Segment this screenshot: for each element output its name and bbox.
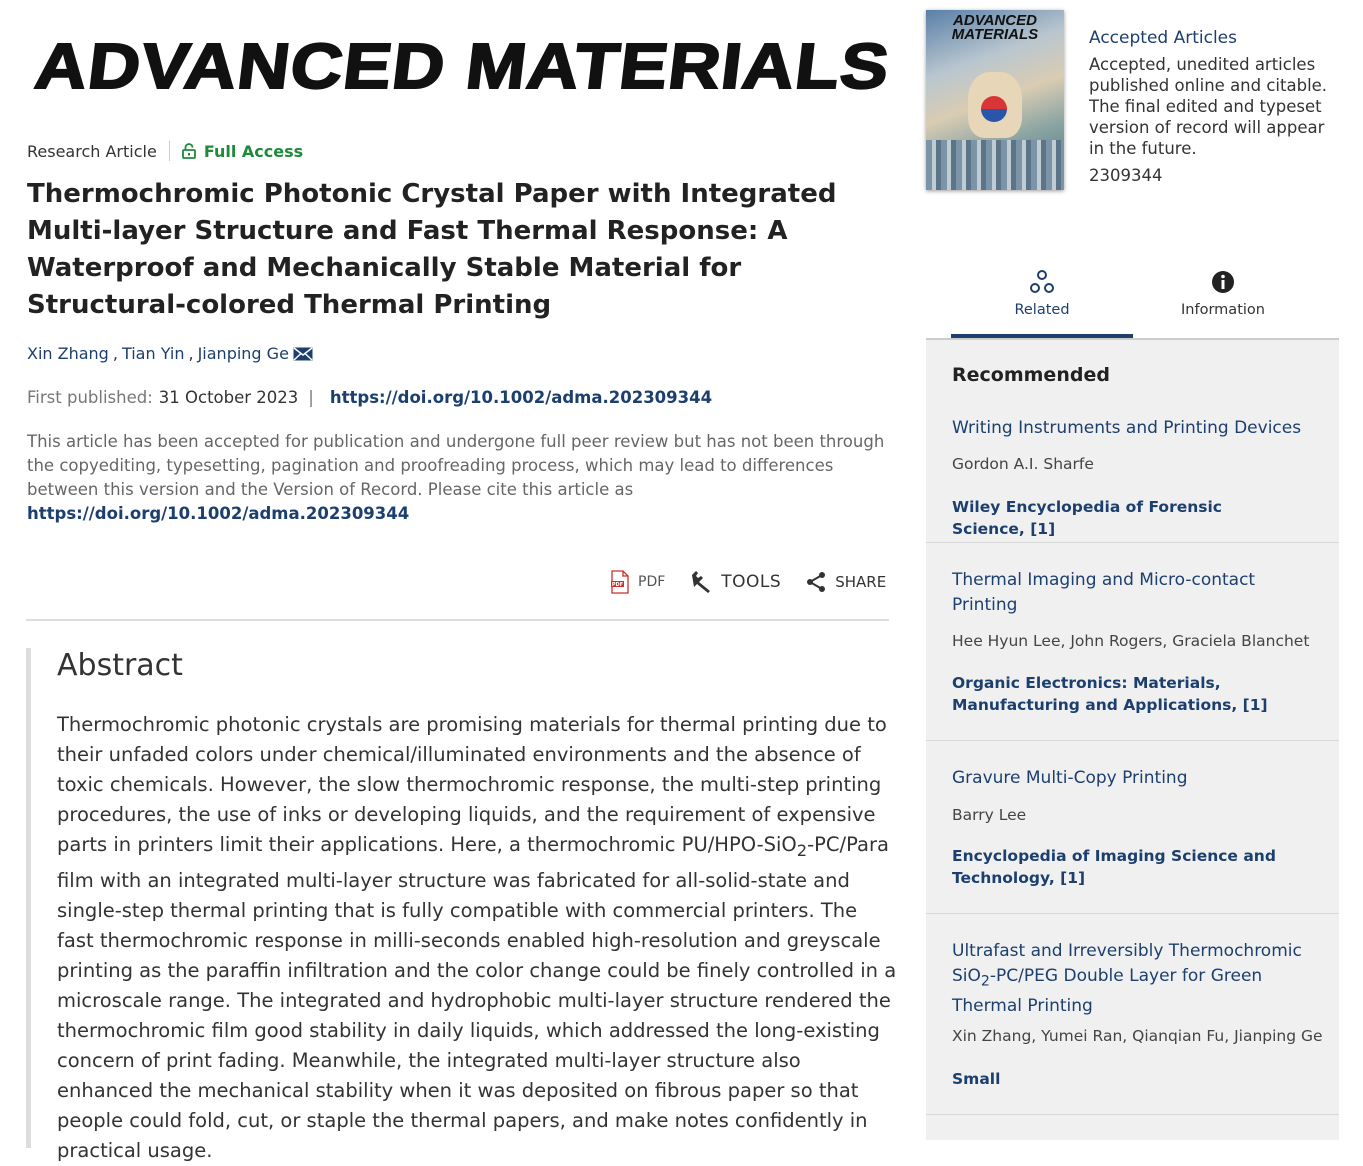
- sidebar-tabs: [926, 258, 1339, 340]
- related-icon: [1028, 268, 1056, 296]
- recommended-source-link[interactable]: Organic Electronics: Materials, Manufacturing and Applications, [1]: [952, 674, 1268, 714]
- tab-related[interactable]: [951, 258, 1133, 338]
- pdf-icon: [610, 570, 630, 594]
- cover-title: ADVANCED MATERIALS: [951, 12, 1039, 43]
- recommended-panel: [926, 340, 1339, 1140]
- recommended-authors: Gordon A.I. Sharfe: [952, 455, 1094, 473]
- notice-text: This article has been accepted for publication and undergone full peer review but has not been through the copyediting, typesetting, pagination and proofreading process, which may lead to differences between this version and the Version of Record. Please cite this article as: [27, 432, 885, 499]
- author-link[interactable]: Tian Yin: [121, 344, 185, 363]
- section-divider: [26, 619, 889, 621]
- info-icon: [1209, 268, 1237, 296]
- unlock-icon: [182, 143, 196, 159]
- meta-divider: [169, 141, 170, 161]
- author-link[interactable]: Jianping Ge: [197, 344, 289, 363]
- pdf-label: PDF: [638, 574, 666, 590]
- recommended-title-link[interactable]: Gravure Multi-Copy Printing: [952, 768, 1188, 788]
- recommended-item: [926, 543, 1339, 741]
- access-label: Full Access: [203, 141, 304, 161]
- divider: |: [308, 388, 314, 407]
- recommended-item: [926, 741, 1339, 914]
- accepted-articles-link[interactable]: Accepted Articles: [1089, 28, 1237, 48]
- first-published-label: First published:: [27, 388, 153, 407]
- share-label: SHARE: [835, 573, 887, 591]
- article-type: Research Article: [27, 141, 157, 161]
- email-icon[interactable]: [293, 347, 313, 361]
- recommended-authors: Hee Hyun Lee, John Rogers, Graciela Blanchet: [952, 632, 1310, 650]
- abstract-section: [26, 648, 901, 1162]
- recommended-authors: Xin Zhang, Yumei Ran, Qianqian Fu, Jianping Ge: [952, 1027, 1323, 1045]
- article-title: Thermochromic Photonic Crystal Paper with Integrated Multi-layer Structure and Fast Thermal Response: A Waterproof and Mechanically Stable Material for Structural-colored Thermal Printing: [27, 179, 837, 320]
- doi-link[interactable]: https://doi.org/10.1002/adma.202309344: [329, 388, 713, 407]
- article-number: 2309344: [1089, 166, 1163, 185]
- recommended-source-link[interactable]: Encyclopedia of Imaging Science and Technology, [1]: [952, 847, 1276, 887]
- share-button[interactable]: [805, 571, 886, 593]
- accepted-articles-description: Accepted, unedited articles published online and citable. The final edited and typeset version of record will appear in the future.: [1089, 55, 1328, 158]
- author-list: Xin Zhang , Tian Yin , Jianping Ge: [27, 344, 313, 363]
- abstract-text: Thermochromic photonic crystals are promising materials for thermal printing due to their unfaded colors under chemical/illuminated environments and the absence of toxic chemicals. However, the slow thermochromic response, the multi-step printing procedures, the use of inks or developing liquids, and the requirement of expensive parts in printers limit their applications. Here, a thermochromic PU/HPO-SiO$_2$-PC/Para film with an integrated multi-layer structure was fabricated for all-solid-state and single-step thermal printing that is fully compatible with commercial printers. The fast thermochromic response in milli-seconds enabled high-resolution and greyscale printing as the paraffin infiltration and the color change could be finely controlled in a microscale range. The integrated and hydrophobic multi-layer structure rendered the thermochromic film good stability in daily liquids, which addressed the long-existing concern of print fading. Meanwhile, the integrated multi-layer structure also enhanced the mechanical stability when it was deposited on fibrous paper so that people could fold, cut, or staple the thermal papers, and make notes confidently in practical usage.: [57, 713, 897, 1162]
- tab-related-label: Related: [1014, 302, 1070, 318]
- author-link[interactable]: Xin Zhang: [27, 344, 109, 363]
- recommended-title-link[interactable]: Ultrafast and Irreversibly Thermochromic SiO$_2$-PC/PEG Double Layer for Green Thermal Printing: [952, 941, 1302, 1017]
- cover-cityscape: [926, 140, 1064, 190]
- recommended-heading: Recommended: [952, 364, 1110, 386]
- journal-cover-image[interactable]: [926, 10, 1064, 190]
- tab-information-label: Information: [1181, 302, 1265, 318]
- recommended-title-link[interactable]: Thermal Imaging and Micro-contact Printing: [952, 570, 1256, 615]
- share-icon: [805, 571, 827, 593]
- recommended-item: [926, 914, 1339, 1115]
- recommended-source-link[interactable]: Wiley Encyclopedia of Forensic Science, [1]: [952, 498, 1222, 538]
- article-toolbar: [610, 570, 886, 594]
- tab-information[interactable]: [1132, 258, 1314, 338]
- wrench-icon: [689, 570, 713, 594]
- cover-emblem: [981, 96, 1007, 122]
- journal-logo[interactable]: ADVANCED MATERIALS: [31, 30, 894, 102]
- recommended-authors: Barry Lee: [952, 806, 1027, 824]
- svg-text:PDF: PDF: [611, 582, 624, 588]
- article-meta: [27, 141, 303, 161]
- recommended-item: [926, 402, 1339, 543]
- recommended-source-link[interactable]: Small: [952, 1070, 1001, 1088]
- first-published-date: 31 October 2023: [158, 388, 299, 407]
- publication-info: [27, 388, 712, 407]
- tools-label: TOOLS: [721, 572, 782, 592]
- access-badge: [182, 142, 303, 161]
- notice-doi-link[interactable]: https://doi.org/10.1002/adma.202309344: [27, 504, 410, 523]
- tools-button[interactable]: [689, 570, 781, 594]
- pdf-button[interactable]: [610, 570, 665, 594]
- abstract-heading: Abstract: [57, 648, 183, 683]
- accepted-notice: [27, 430, 887, 526]
- accepted-articles-box: [1089, 28, 1339, 185]
- recommended-title-link[interactable]: Writing Instruments and Printing Devices: [952, 418, 1302, 438]
